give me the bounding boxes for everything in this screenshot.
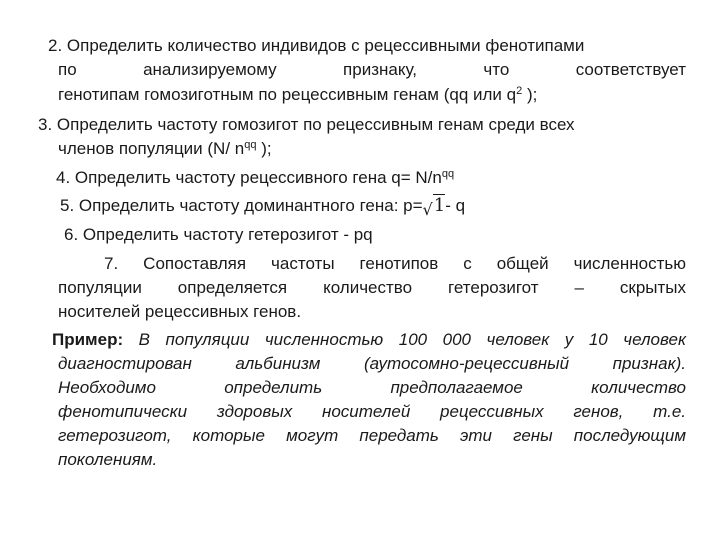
item-5-end: - q [445,196,466,215]
item-3-line-2 [58,137,272,161]
item-4-text: 4. Определить частоту рецессивного гена q= N/n [56,168,442,187]
example-line-1 [52,328,686,352]
item-7-line-3: носителей рецессивных генов. [58,302,302,321]
sqrt-body: 1 [433,195,446,216]
item-3-superscript: qq [244,139,257,151]
example-line-4: фенотипически здоровых носителей рецессивных генов, т.е. [58,402,686,421]
item-5-text: 5. Определить частоту доминантного гена: p= [60,196,423,215]
item-5 [60,194,465,222]
example-line-6: поколениям. [58,450,158,469]
item-4 [56,166,454,190]
example-line-2: диагностирован альбинизм (аутосомно-рецессивный признак). [58,354,686,373]
item-2-line-3 [58,83,537,107]
item-2-line-2: по анализируемому признаку, что соответствует [58,60,686,79]
item-7-line-1: 7. Сопоставляя частоты генотипов с общей численностью [104,254,686,273]
example-line-3: Необходимо определить предполагаемое количество [58,378,686,397]
example-label: Пример: [52,330,124,349]
item-6: 6. Определить частоту гетерозигот - pq [64,225,373,244]
item-2-line-1: 2. Определить количество индивидов с рецессивными фенотипами [48,36,585,55]
example-text-1: В популяции численностью 100 000 человек у 10 человек [123,330,686,349]
item-4-superscript: qq [441,168,455,180]
item-2-superscript: 2 [516,85,523,97]
item-7-line-2: популяции определяется количество гетерозигот – скрытых [58,278,686,297]
sqrt-expression [423,194,446,222]
item-2-line-3-end: ); [522,85,538,104]
item-3-line-2-end: ); [256,139,272,158]
example-line-5: гетерозигот, которые могут передать эти гены последующим [58,426,686,445]
item-2-line-3-text: генотипам гомозиготным по рецессивным генам (qq или q [58,85,517,104]
item-3-line-1: 3. Определить частоту гомозигот по рецессивным генам среди всех [38,115,575,134]
sqrt-icon: √ [422,200,433,219]
item-3-line-2-text: членов популяции (N/ n [58,139,245,158]
